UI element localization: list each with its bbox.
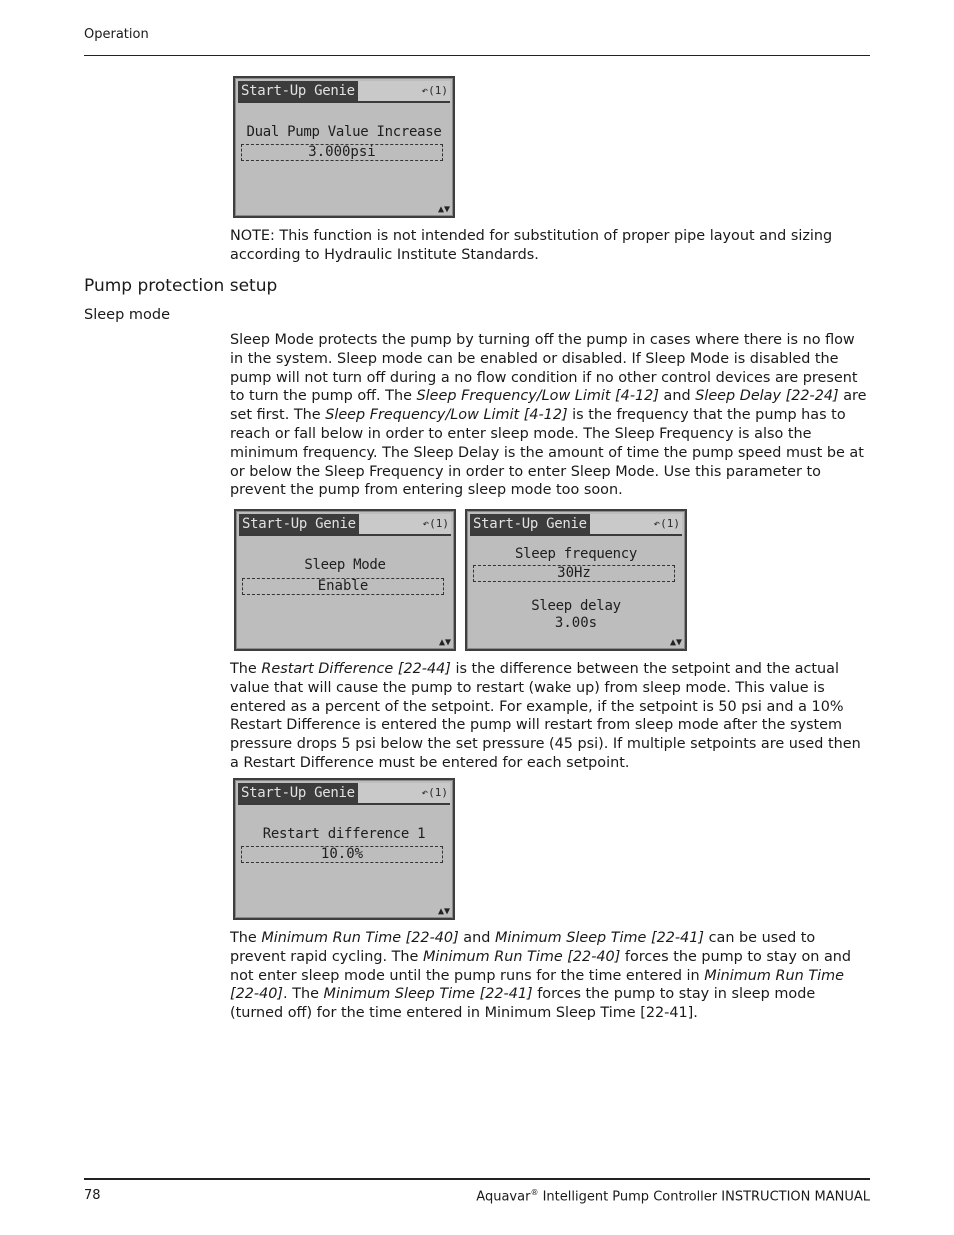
brand-name: Aquavar <box>476 1189 531 1205</box>
param-ref: Minimum Sleep Time [22-41] <box>494 930 705 946</box>
text-run: are set first. The <box>230 388 867 424</box>
lcp-parameter-name: Restart difference 1 <box>262 826 426 842</box>
footer-rule <box>84 1178 870 1180</box>
lcp-screen-dual-pump <box>233 76 455 218</box>
manual-title <box>476 1188 870 1204</box>
lcp-titlebar <box>238 81 450 103</box>
subsection-heading: Sleep mode <box>84 307 171 323</box>
lcp-value-field: 3.000psi <box>241 144 443 161</box>
scroll-arrows-icon: ▲▼ <box>437 906 450 917</box>
scroll-arrows-icon: ▲▼ <box>438 637 451 648</box>
back-menu-icon: ↶(1) <box>422 517 449 530</box>
lcp-screen-sleep-frequency <box>465 509 687 651</box>
lcp-value-field: 10.0% <box>241 846 443 863</box>
lcp-titlebar <box>238 783 450 805</box>
back-menu-icon: ↶(1) <box>653 517 680 530</box>
param-ref: Minimum Run Time [22-40] <box>261 930 459 946</box>
param-ref: Minimum Run Time [22-40] <box>422 948 621 965</box>
param-ref: Restart Difference [22-44] <box>261 661 451 677</box>
sleep-mode-paragraph <box>230 331 870 500</box>
text-run: is the difference between the setpoint and the actual value that will cause the pump to restart (wake up) from sleep mode. This value is entered as a percent of the setpoint. For example, if the setpoint is 50 psi and a 10% Restart Difference is entered the pump will restart from sleep mode after the system pressure drops 5 psi below the set pressure (45 psi). If multiple setpoints are used then a Restart Difference must be entered for each setpoint. <box>230 661 861 771</box>
lcp-parameter-name: Sleep delay <box>531 598 621 614</box>
param-ref: Minimum Sleep Time [22-41] <box>323 986 533 1003</box>
scroll-arrows-icon: ▲▼ <box>437 204 450 215</box>
lcp-title: Start-Up Genie <box>238 783 358 803</box>
param-ref: Sleep Delay [22-24] <box>695 388 839 405</box>
header-rule <box>84 55 870 56</box>
lcp-parameter-name: Dual Pump Value Increase <box>246 124 442 140</box>
registered-mark: ® <box>530 1188 539 1197</box>
lcp-screen-sleep-mode <box>234 509 456 651</box>
lcp-title: Start-Up Genie <box>470 514 590 534</box>
back-menu-icon: ↶(1) <box>421 786 448 799</box>
lcp-value: 3.00s <box>554 615 598 631</box>
page-number: 78 <box>84 1188 101 1203</box>
lcp-titlebar <box>470 514 682 536</box>
text-run: The <box>230 930 262 946</box>
text-run: can be used to prevent rapid cycling. The <box>230 930 816 965</box>
lcp-titlebar <box>239 514 451 536</box>
lcp-value-field: Enable <box>242 578 444 595</box>
text-run: . The <box>283 986 324 1003</box>
text-run: forces the pump to stay on and not enter sleep mode until the pump runs for the time entered in <box>230 948 852 984</box>
back-menu-icon: ↶(1) <box>421 84 448 97</box>
note-paragraph <box>230 227 870 265</box>
text-run: The <box>230 661 262 677</box>
text-run: and <box>658 388 696 405</box>
param-ref: Sleep Frequency/Low Limit [4-12] <box>416 388 659 405</box>
lcp-parameter-name: Sleep frequency <box>515 546 637 562</box>
lcp-title: Start-Up Genie <box>238 81 358 101</box>
text-run: and <box>458 930 495 946</box>
text-run: forces the pump to stay in sleep mode (turned off) for the time entered in Minimum Sleep Time [22-41]. <box>230 986 816 1022</box>
minimum-run-time-paragraph <box>230 929 870 1023</box>
note-label: NOTE: <box>230 228 275 244</box>
running-header: Operation <box>84 27 149 42</box>
lcp-title: Start-Up Genie <box>239 514 359 534</box>
scroll-arrows-icon: ▲▼ <box>669 637 682 648</box>
text-run: Sleep Mode protects the pump by turning off the pump in cases where there is no flow in the system. Sleep mode can be enabled or disabled. If Sleep Mode is disabled the pump will not turn off during a no flow condition if no other control devices are present to turn the pump off. The <box>230 332 858 405</box>
note-text: This function is not intended for substitution of proper pipe layout and sizing according to Hydraulic Institute Standards. <box>230 228 833 263</box>
param-ref: Minimum Run Time [22-40] <box>230 967 844 1003</box>
param-ref: Sleep Frequency/Low Limit [4-12] <box>325 407 568 424</box>
lcp-parameter-name: Sleep Mode <box>304 557 386 573</box>
section-heading: Pump protection setup <box>84 276 278 296</box>
text-run: is the frequency that the pump has to reach or fall below in order to enter sleep mode. The Sleep Frequency is also the minimum frequency. The Sleep Delay is the amount of time the pump speed must be at or below the Sleep Frequency in order to enter Sleep Mode. Use this parameter to prevent the pump from entering sleep mode too soon. <box>230 407 864 499</box>
lcp-value-field: 30Hz <box>473 565 675 582</box>
manual-title-rest: Intelligent Pump Controller INSTRUCTION MANUAL <box>538 1189 870 1205</box>
restart-difference-paragraph <box>230 660 870 773</box>
lcp-screen-restart-difference <box>233 778 455 920</box>
